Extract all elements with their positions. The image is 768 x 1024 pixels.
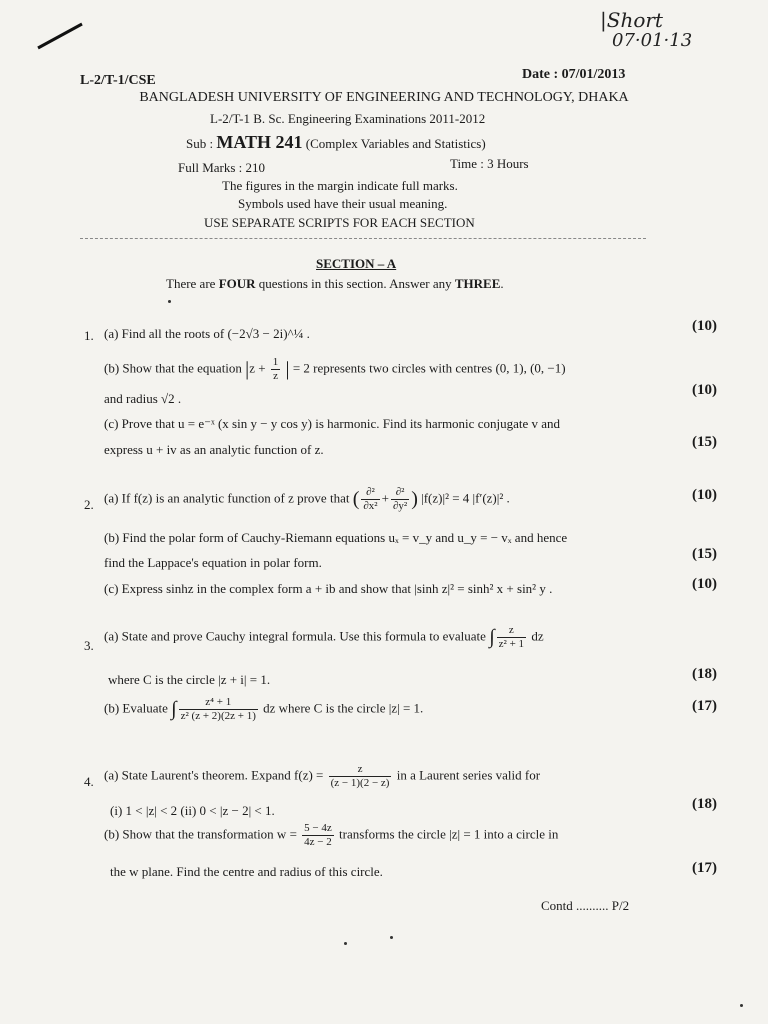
q3-a-dz: dz xyxy=(531,628,544,644)
note-scripts: USE SEPARATE SCRIPTS FOR EACH SECTION xyxy=(204,215,475,230)
course-code: L-2/T-1/CSE xyxy=(80,73,156,88)
q3-part-a-2: where C is the circle |z + i| = 1. xyxy=(108,672,271,687)
subject-line xyxy=(186,132,486,153)
scan-speck xyxy=(168,300,171,303)
scan-speck xyxy=(740,1004,743,1007)
q1-b-text: (b) Show that the equation xyxy=(104,360,242,376)
q4-b-circle: transforms the circle |z| = 1 into a circle in xyxy=(339,826,559,842)
q1-marks-a: (10) xyxy=(692,318,717,334)
q4-a-valid: in a Laurent series valid for xyxy=(396,767,541,783)
q1-part-b: (b) Show that the equation |z + $\frac{1}{z}$ | = 2 represents two circles with centres (0, 1), (0, −1) xyxy=(104,356,566,382)
scan-speck xyxy=(344,942,347,945)
instr-text-3: . xyxy=(500,276,504,291)
q1-b-abs-open: | xyxy=(245,358,250,380)
q1-marks-c: (15) xyxy=(692,434,717,450)
q3-a-fraction: $\frac{z}{\text{z² + 1}}$ xyxy=(498,624,525,650)
instr-count: FOUR xyxy=(218,276,256,291)
exam-title: L-2/T-1 B. Sc. Engineering Examinations 2011-2012 xyxy=(210,111,486,126)
section-title: SECTION – A xyxy=(316,256,397,271)
q1-part-c-2: express u + iv as an analytic function of z. xyxy=(104,442,324,457)
q2-number: 2. xyxy=(84,497,94,512)
q2-a-result: |f(z)|² = 4 |f′(z)|² . xyxy=(421,490,510,506)
q1-part-b-radius: and radius √2 . xyxy=(104,391,182,406)
q2-part-a: (a) If f(z) is an analytic function of z prove that ( $\frac{\text{∂²}}{\text{∂x²}}$ + $\frac{\text{∂²}}{\text{∂y²}}$ ) |f(z)|² = 4 |f′(z)|² . xyxy=(104,486,510,512)
q3-b-text: (b) Evaluate xyxy=(104,700,168,716)
q3-a-text: (a) State and prove Cauchy integral formula. Use this formula to evaluate xyxy=(104,628,486,644)
q4-part-a-2: (i) 1 < |z| < 2 (ii) 0 < |z − 2| < 1. xyxy=(110,803,275,818)
continued-note: Contd .......... P/2 xyxy=(541,898,630,913)
q1-marks-b: (10) xyxy=(692,382,717,398)
full-marks: Full Marks : 210 xyxy=(178,160,266,175)
q2-a-paren-open: ( xyxy=(352,488,360,510)
q2-a-frac-x: $\frac{\text{∂²}}{\text{∂x²}}$ xyxy=(363,486,378,512)
q4-a-fraction: $\frac{z}{(z - 1)(2 - z)}$ xyxy=(330,763,390,789)
q3-b-circle: dz where C is the circle |z| = 1. xyxy=(263,700,424,716)
exam-date: Date : 07/01/2013 xyxy=(522,67,626,82)
q4-a-text: (a) State Laurent's theorem. Expand f(z) = xyxy=(104,767,324,783)
q4-part-b-2: the w plane. Find the centre and radius of this circle. xyxy=(110,864,383,879)
q1-b-fraction: $\frac{1}{z}$ xyxy=(272,356,279,382)
q2-a-frac-y: $\frac{\text{∂²}}{\text{∂y²}}$ xyxy=(392,486,408,512)
instr-answer: THREE xyxy=(454,276,501,291)
q4-part-a xyxy=(104,763,540,790)
note-marks: The figures in the margin indicate full marks. xyxy=(222,178,458,193)
q2-marks-c: (10) xyxy=(692,576,717,592)
q2-a-paren-close: ) xyxy=(411,488,418,510)
q2-part-b: (b) Find the polar form of Cauchy-Riemann equations uₓ = v_y and u_y = − vₓ and hence xyxy=(104,530,568,545)
section-instructions xyxy=(166,276,504,292)
q4-b-fraction: $\frac{5 - 4z}{4z - 2}$ xyxy=(304,822,332,848)
q3-part-a xyxy=(104,624,544,651)
university-name: BANGLADESH UNIVERSITY OF ENGINEERING AND TECHNOLOGY, DHAKA xyxy=(139,90,629,105)
subject-title: (Complex Variables and Statistics) xyxy=(305,136,486,151)
q3-marks-b: (17) xyxy=(692,698,717,714)
q2-marks-b: (15) xyxy=(692,546,717,562)
q2-part-b-2: find the Lappace's equation in polar form. xyxy=(104,555,322,570)
q4-marks-a: (18) xyxy=(692,796,717,812)
q3-part-b xyxy=(104,696,423,723)
q2-part-c: (c) Express sinhz in the complex form a + ib and show that |sinh z|² = sinh² x + sin² y . xyxy=(104,581,553,596)
q1-number: 1. xyxy=(84,328,94,343)
q3-number: 3. xyxy=(84,638,94,653)
q4-number: 4. xyxy=(84,774,94,789)
handwritten-date: 07·01·13 xyxy=(612,30,693,51)
q3-b-integral: ∫ xyxy=(171,698,177,720)
instr-text-1: There are xyxy=(166,276,219,291)
q3-b-fraction: $\frac{\text{z⁴ + 1}}{\text{z² (z + 2)(2z + 1)}}$ xyxy=(180,696,256,722)
q4-b-text: (b) Show that the transformation w = xyxy=(104,826,297,842)
q4-marks-b: (17) xyxy=(692,860,717,876)
exam-time: Time : 3 Hours xyxy=(450,156,529,171)
q1-part-c: (c) Prove that u = e⁻ˣ (x sin y − y cos y) is harmonic. Find its harmonic conjugate v and xyxy=(104,416,560,431)
handwritten-note: |Short xyxy=(600,8,663,32)
q1-part-a: (a) Find all the roots of (−2√3 − 2i)^¼ . xyxy=(104,326,310,341)
q1-b-abs-close: | xyxy=(285,358,290,380)
q3-marks-a: (18) xyxy=(692,666,717,682)
scan-speck xyxy=(390,936,393,939)
instr-text-2: questions in this section. Answer any xyxy=(255,276,455,291)
pen-stroke-mark xyxy=(30,18,90,58)
note-symbols: Symbols used have their usual meaning. xyxy=(238,196,448,211)
subject-code: MATH 241 xyxy=(216,132,303,152)
q4-part-b xyxy=(104,822,558,849)
q2-a-text: (a) If f(z) is an analytic function of z prove that xyxy=(104,490,350,506)
subject-label: Sub : xyxy=(186,136,214,151)
q3-a-integral: ∫ xyxy=(489,626,495,648)
q1-b-centres: represents two circles with centres (0, 1), (0, −1) xyxy=(313,360,566,376)
header-divider xyxy=(80,238,646,239)
q2-marks-a: (10) xyxy=(692,487,717,503)
